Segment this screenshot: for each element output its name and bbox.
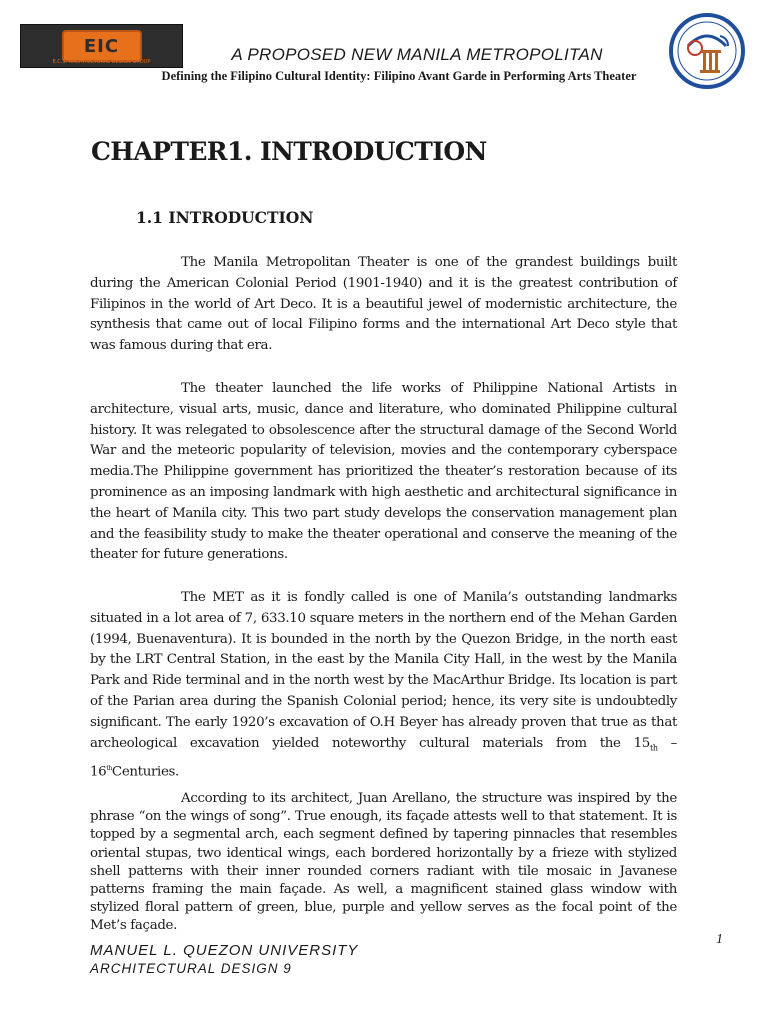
- paragraph-3-end: Centuries.: [111, 764, 179, 780]
- paragraph-4: According to its architect, Juan Arellano, the structure was inspired by the phrase “on the wings of song”. True enough, its façade attests well to that statement. It is topped by a segmental arch, each segment defined by tapering pinnacles that resembles oriental stupas, two identical wings, each bordered horizontally by a frieze with stylized shell patterns with their inner rounded corners radiant with tile mosaic in Javanese patterns framing the main façade. As well, a magnificent stained glass window with stylized floral pattern of green, blue, purple and yellow serves as the focal point of the Met’s façade.: [90, 791, 677, 934]
- section-title: 1.1 INTRODUCTION: [136, 208, 314, 227]
- logo-strip: E.C.S. ARCHITECTURAL DESIGN GROUP: [52, 59, 151, 65]
- paragraph-1: The Manila Metropolitan Theater is one of the grandest buildings built during the American Colonial Period (1901-1940) and it is the greatest contribution of Filipinos in the world of Art Deco. It is a beautiful jewel of modernistic architecture, the synthesis that came out of local Filipino forms and the international Art Deco style that was famous during that era.: [90, 255, 677, 354]
- paragraph-3-mid: – 16: [90, 735, 677, 780]
- header-subtitle: Defining the Filipino Cultural Identity: Filipino Avant Garde in Performing Arts Theater: [161, 69, 637, 83]
- logo-mark: EIC: [83, 35, 120, 57]
- paragraph-3-text: The MET as it is fondly called is one of Manila’s outstanding landmarks situated in a lot area of 7, 633.10 square meters in the northern end of the Mehan Garden (1994, Buenaventura). It is bounded in the north by the Quezon Bridge, in the north east by the LRT Central Station, in the east by the Manila City Hall, in the west by the Manila Park and Ride terminal and in the north west by the MacArthur Bridge. Its location is part of the Parian area during the Spanish Colonial period; hence, its very site is undoubtedly significant. The early 1920’s excavation of O.H Beyer has already proven that true as that archeological excavation yielded noteworthy cultural materials from the 15: [90, 590, 677, 751]
- header-title: A PROPOSED NEW MANILA METROPOLITAN: [231, 45, 603, 64]
- footer-university: MANUEL L. QUEZON UNIVERSITY: [90, 942, 359, 959]
- superscript-th-2: th: [106, 765, 112, 773]
- paragraph-3: [90, 588, 677, 783]
- paragraph-2: The theater launched the life works of Philippine National Artists in architecture, visual arts, music, dance and literature, who dominated Philippine cultural history. It was relegated to obsolescence after the structural damage of the Second World War and the meteoric popularity of television, movies and the contemporary cyberspace media.The Philippine government has prioritized the theater’s restoration because of its prominence as an imposing landmark with high aesthetic and architectural significance in the heart of Manila city. This two part study develops the conservation management plan and the feasibility study to make the theater operational and conserve the meaning of the theater for future generations.: [90, 381, 677, 563]
- superscript-th-1: th: [649, 743, 658, 753]
- page-number: 1: [716, 932, 723, 947]
- chapter-title: CHAPTER1. INTRODUCTION: [91, 137, 487, 166]
- footer-course: ARCHITECTURAL DESIGN 9: [90, 961, 292, 976]
